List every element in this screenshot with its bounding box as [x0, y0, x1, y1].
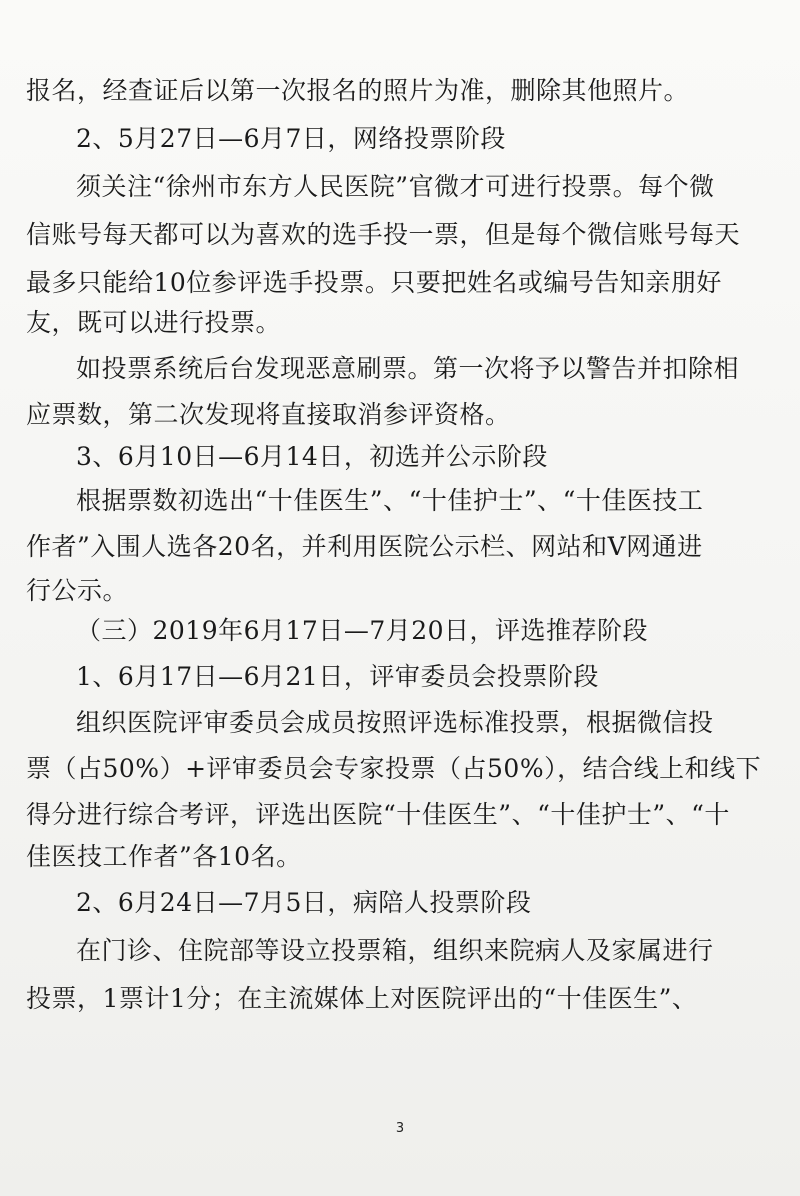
text-line: 最多只能给10位参评选手投票。只要把姓名或编号告知亲朋好: [26, 268, 722, 297]
section-heading: 2、5月27日—6月7日，网络投票阶段: [76, 124, 506, 153]
text-line: 得分进行综合考评，评选出医院“十佳医生”、“十佳护士”、“十: [26, 800, 730, 829]
section-heading: 2、6月24日—7月5日，病陪人投票阶段: [76, 888, 532, 917]
text-line: 根据票数初选出“十佳医生”、“十佳护士”、“十佳医技工: [76, 486, 704, 515]
text-line: 应票数，第二次发现将直接取消参评资格。: [26, 400, 511, 429]
text-line: 组织医院评审委员会成员按照评选标准投票，根据微信投: [76, 708, 714, 737]
text-line: 报名，经查证后以第一次报名的照片为准，删除其他照片。: [26, 76, 690, 105]
text-line: 佳医技工作者”各10名。: [26, 842, 302, 871]
section-heading: （三）2019年6月17日—7月20日，评选推荐阶段: [76, 616, 649, 645]
text-line: 友，既可以进行投票。: [26, 308, 282, 337]
text-line: 在门诊、住院部等设立投票箱，组织来院病人及家属进行: [76, 936, 714, 965]
section-heading: 1、6月17日—6月21日，评审委员会投票阶段: [76, 662, 599, 691]
text-line: 行公示。: [26, 576, 129, 605]
section-heading: 3、6月10日—6月14日，初选并公示阶段: [76, 442, 548, 471]
text-line: 如投票系统后台发现恶意刷票。第一次将予以警告并扣除相: [76, 354, 740, 383]
text-line: 投票，1票计1分；在主流媒体上对医院评出的“十佳医生”、: [26, 984, 698, 1013]
text-line: 票（占50%）+评审委员会专家投票（占50%），结合线上和线下: [26, 754, 762, 783]
text-line: 作者”入围人选各20名，并利用医院公示栏、网站和V网通进: [26, 532, 703, 561]
page-number: 3: [395, 1121, 405, 1136]
text-line: 信账号每天都可以为喜欢的选手投一票，但是每个微信账号每天: [26, 220, 741, 249]
text-line: 须关注“徐州市东方人民医院”官微才可进行投票。每个微: [76, 172, 715, 201]
